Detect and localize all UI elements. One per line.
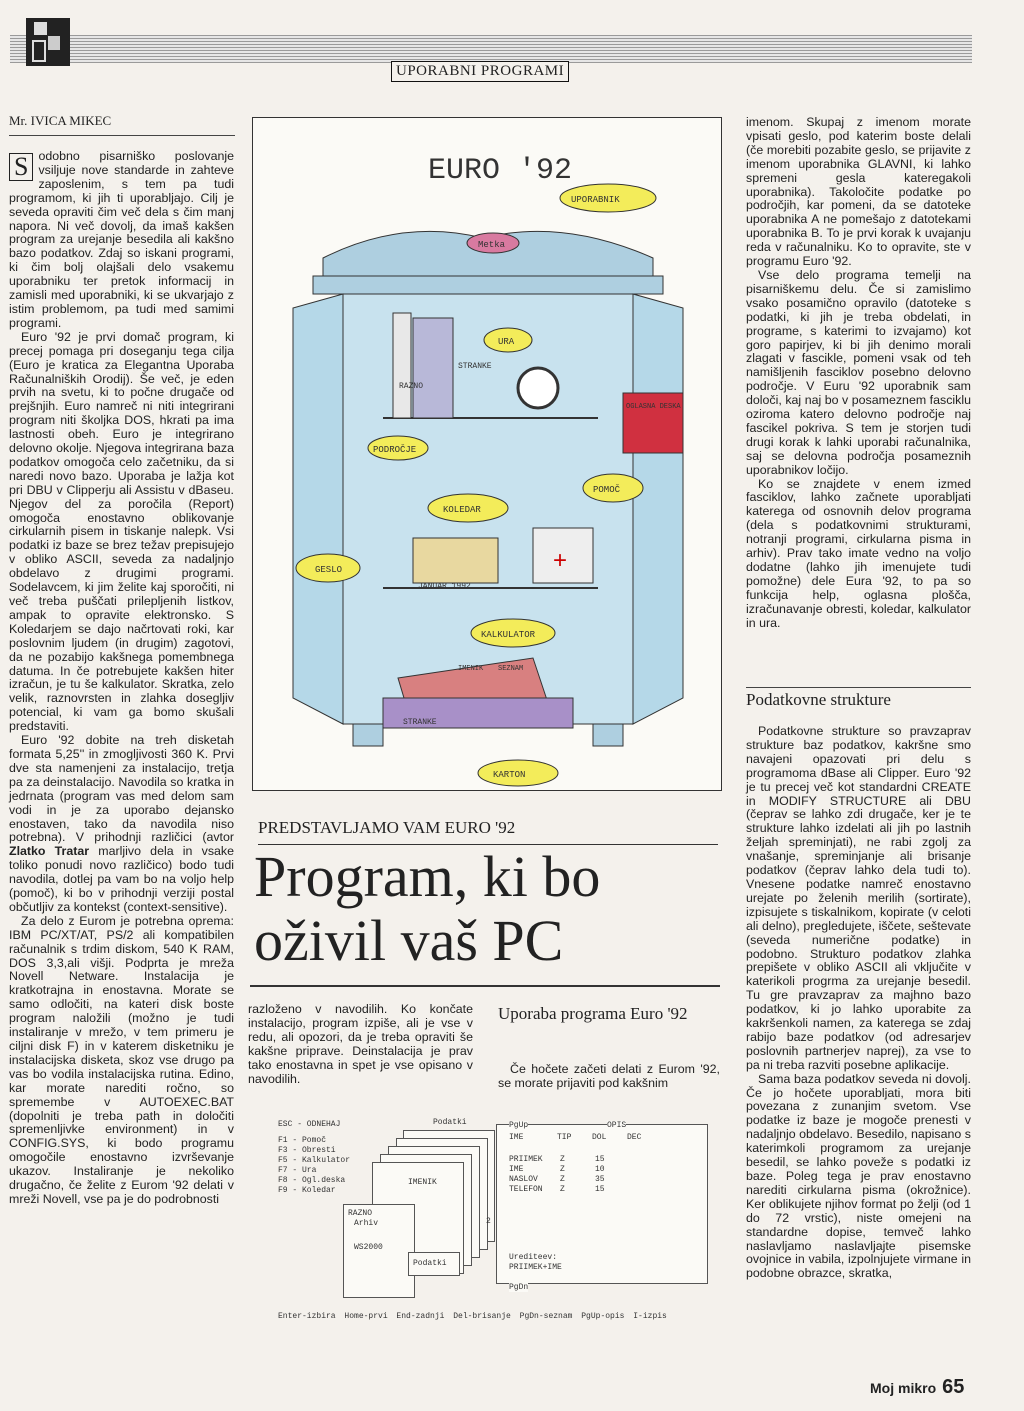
author-name: Zlatko Tratar [9, 844, 90, 859]
menu-item: F8 - Ogl.deska [278, 1176, 346, 1185]
label-stranke: STRANKE [458, 362, 492, 371]
label-koledar: KOLEDAR [443, 505, 481, 515]
menu-item: F5 - Kalkulator [278, 1156, 351, 1165]
page-number-2: 2 [486, 1217, 491, 1226]
headline-line: oživil vaš PC [254, 908, 564, 973]
author-byline: Mr. IVICA MIKEC [9, 113, 235, 136]
paragraph: Če hočete začeti delati z Eurom '92, se morate prijaviti pod kakšnim [498, 1062, 720, 1090]
paragraph: Za delo z Eurom je potrebna oprema: IBM PC/XT/AT, PS/2 ali kompatibilen računalnik s trdim diskom, 540 K RAM, DOS 3,3,ali višji. Podprta je mreža Novell Netware. Instalacija je kratkotrajna in enostavna. Morate se samo odločiti, na kateri disk boste program naložili (možno je tudi instaliranje v mrežo, v tem primeru je ciljni disk F) in v katerem disketniku je instalacijska disketa, skoz vse drugo pa vas bo vodila instalacijska rutina. Edino, kar morate narediti ročno, so spremembe v AUTOEXEC.BAT (dopolniti je treba path in določiti spremenljivke environment) in v CONFIG.SYS, ki bodo programu omogočile enostavno izvrševanje ukazov. Instaliranje je nekoliko drugačno, če želite z Eurom '92 delati v mreži Novell, vse pa je do podrobnosti [9, 913, 234, 1206]
menu-item: F3 - Obresti [278, 1146, 336, 1155]
label-podatki: Podatki [433, 1118, 467, 1127]
column-4 [746, 116, 971, 631]
label-uporabnik: UPORABNIK [571, 195, 620, 205]
label-razno: RAZNO [399, 382, 424, 391]
illus-title: EURO '92 [428, 154, 573, 188]
paragraph: Sama baza podatkov seveda ni dovolj. Če jo hočete uporabljati, mora biti povezana z zunanjim svetom. Vse podatke iz baze je mogoče prenesti v nadaljnjo obdelavo. Besedilo, napisano s katerimkoli programom za urejanje besedil, se lahko poveže s podatki iz baze. Poleg tega je prav enostavno narediti cirkularna pisma (okrožnice). Ker oblikujete njihov format po želji (od 1 do 72 vrstic), niste omejeni na standardne dopise, temveč lahko naslavljamo naslavljajte pisemske ovojnice in vabila, izpolnjujete virmane in podobne obrazce, skratka, [746, 1071, 971, 1281]
page-number: 65 [942, 1376, 965, 1398]
column-3 [498, 1063, 720, 1091]
label-karton: KARTON [493, 770, 526, 780]
label-metka: Metka [478, 240, 506, 250]
menu-item: F9 - Koledar [278, 1186, 336, 1195]
top-stripe-bar [10, 35, 972, 63]
label-stranke-base: STRANKE [403, 718, 437, 727]
paragraph: Podatkovne strukture so pravzaprav strukture baz podatkov, kakršne smo navajeni opazovati pri delu s programoma dBase ali Clipper. Euro '92 je tu precej več kot standardni CREATE in MODIFY STRUCTURE ali DBU (čeprav se lahko zdi drugače, ker je te strukture lahko izdelati ali jih po lastnih željah spreminjati), ne rabi zgolj za vnašanje, spreminjanje ali brisanje podatkov (čeprav lahko dela tudi to). Vnesene podatke namreč enostavno urejate po želenih merilih (sortirate), izpisujete s tiskalnikom, kopirate (v celoti ali delno), pregledujete, iščete, seštevate (seveda numerične podatke) in podobno. Strukturo podatkov zlahka prepišete v obliko ASCII ali vključite v katerikoli progrma za urejanje besedil. Tu gre pravzaprav za majhno bazo podatkov, ki jo lahko uporabite za kakršenkoli namen, za katerega se zdaj rabijo baze podatkov (od adresarjev poslovnih partnerjev naprej), za vse to pa ni treba razviti posebne aplikacije. [746, 724, 971, 1072]
label-oglasna-deska: OGLASNA DESKA [626, 403, 681, 411]
paragraph: razloženo v navodilih. Ko končate instalacijo, program izpiše, ali je vse v redu, ali opozori, da je treba opraviti še kakšne priprave. Deinstalacija je prav tako enostavna in spet je vse opisano v navodilih. [248, 1002, 473, 1086]
label-pomoc: POMOČ [593, 485, 621, 495]
menu-item: F7 - Ura [278, 1166, 317, 1175]
magazine-logo [26, 18, 70, 66]
svg-text:+: + [553, 547, 568, 574]
paragraph: imenom. Skupaj z imenom morate vpisati geslo, pod katerim boste delali (če morebiti pozabite geslo, se prijavite z imenom uporabnika GLAVNI, ki lahko spremeni gesla kateregakoli uporabnika). Takoločite podatke po področjih, kar pomeni, da se datoteke uporabnika A ne pomešajo z datotekami uporabnika B. To je prvi korak k uvajanju reda v računalniku. Ko to opravite, ste v programu Euro '92. [746, 115, 971, 269]
label-podrocje: PODROČJE [373, 445, 417, 455]
label-geslo: GESLO [315, 565, 343, 575]
subhead: Podatkovne strukture [746, 687, 971, 709]
program-screen-figure [258, 1112, 710, 1334]
cabinet-drawing [253, 118, 721, 790]
kicker: PREDSTAVLJAMO VAM EURO '92 [258, 818, 718, 845]
podatki-box: Podatki [408, 1252, 460, 1276]
paragraph: Ko se znajdete v enem izmed fasciklov, lahko začnete uporabljati katerega od osnovnih delov programa (dela s podatkovnimi strukturami, notranji programi, cirkularna pisma in arhiv). Prav tako imate vedno na voljo dodatne (lahko jih imenujete tudi pomožne) dele Eura '92, to pa so funkcija help, oglasna plošča, izračunavanje obresti, koledar, kalkulator in ura. [746, 476, 971, 630]
paragraph: Euro '92 je prvi domač program, ki precej pomaga pri doseganju tega cilja (Euro je kratica za Elegantna Uporaba Računalniških Orodij). Še več, je eden prvih na svetu, ki to počne drugače od prejšnjih. Euro namreč ni niti integrirani program niti školjka DOS, hkrati pa ima lastnosti obeh. Euro je integrirano delovno okolje. Njegova integrirana baza podatkov omogoča celo začetniku, da si naredi novo bazo. Uporaba je lažja kot pri DBU v Clipperju ali Assistu v dBaseu. Njegov del za poročila (Report) omogoča enostavno oblikovanje cirkularnih pisem in tiskanje nalepk. Vsi podatki iz baze se brez težav prepisujejo v obliko ASCII, seveda za nadaljnjo obdelavo z drugimi programi. Sodelavcem, ki jim želite kaj sporočiti, ni več treba puščati prilepljenih listkov, ampak to opravite elektronsko. S Koledarjem se dajo načrtovati roki, kar poslovnim ljudem (in drugim) zagotovi, da ne pozabijo kakšnega pomembnega datuma. In če potrebujete kakšen hiter izračun, je tu še kalkulator. Skratka, zelo velik, raznovrsten in zlahka dosegljiv potencial, ki vam ga bomo skušali predstaviti. [9, 329, 234, 734]
label-januar: JANUAR 1992 [418, 582, 471, 591]
paragraph: Vse delo programa temelji na pisarniškemu delu. Če si zamislimo vsako posamično opravilo (datoteke s podatki, ki jih je treba obdelati, in programe, s katerimi to izvajamo) kot goro papirjev, ki bi jih denimo morali zlagati v fascikle, pomeni vsak od teh namišljenih fasciklov posebno delovno področje. V Euru '92 uporabnik sam določi, kaj naj bo v posameznem fasciklu oziroma katero delovno področje naj fascikel pokriva. S tem je storjen tudi drugi korak k lahki uporabi računalnika, saj se delovna področja posameznih uporabnikov ločijo. [746, 267, 971, 477]
label-imenik: IMENIK [408, 1178, 437, 1187]
label-kalkulator: KALKULATOR [481, 630, 536, 640]
razno-box: RAZNO Arhiv WS2000 [343, 1204, 415, 1298]
page-footer [870, 1376, 964, 1399]
headline-rule [250, 985, 720, 987]
magazine-name: Moj mikro [870, 1380, 937, 1396]
label-imenik: IMENIK [458, 665, 484, 673]
key-help-line: Enter-izbira Home-prvi End-zadnji Del-brisanje PgDn-seznam PgUp-opis I-izpis [278, 1312, 667, 1321]
headline-line: Program, ki bo [254, 844, 601, 909]
subhead: Uporaba programa Euro '92 [498, 1004, 688, 1023]
paragraph: odobno pisarniško poslovanje vsiljuje nove standarde in zahteve zaposlenim, s tem pa tudi programom, ki jih ti uporabljajo. Cilj je seveda opraviti čim več dela s čim manj napora. Ni več dovolj, da imaš kakšen program za urejanje besedila ali kakšno bazo podatkov. Zdaj so iskani programi, ki čim bolj olajšali delo vsakemu uporabniku ter pretok informacij in zamisli med uporabniki, ki se ukvarjajo z istim problemom, pa tudi med samimi programi. [9, 149, 234, 330]
column-4-continued [746, 725, 971, 1281]
opis-panel: PgUp OPIS IME TIP DOL DEC PRIIMEK IME NASLOV TELEFON Z Z Z Z 15 10 35 15 Urediteev: PRIIMEK+IME PgDn [496, 1124, 708, 1284]
function-key-menu [278, 1120, 350, 1196]
cabinet-illustration [252, 117, 722, 791]
menu-item: F1 - Pomoč [278, 1136, 327, 1145]
paragraph: Euro '92 dobite na treh disketah formata 5,25'' in zmogljivosti 360 K. Prvi dve sta namenjeni za instalacijo, tretja pa za deinstalacijo. Navodila so kratka in jedrnata (program vas med delom sam vodi in je za uporabo dejansko enostaven, tako da navodila niso potrebna). V prihodnji različici (avtor Zlatko Tratar marljivo dela in vsake toliko ponudi novo različico) bodo tudi navodila, dotlej pa vam bo na voljo help (pomoč), ki bo v prihodnji verziji postal občutljiv za kontekst (context-sensitive). [9, 733, 234, 914]
column-1 [9, 150, 234, 1207]
label-ura: URA [498, 337, 515, 347]
drop-cap: S [9, 153, 33, 181]
menu-item: ESC - ODNEHAJ [278, 1120, 341, 1129]
column-2 [248, 1003, 473, 1086]
section-label: UPORABNI PROGRAMI [391, 61, 569, 82]
label-seznam: SEZNAM [498, 665, 524, 673]
headline [254, 845, 724, 973]
